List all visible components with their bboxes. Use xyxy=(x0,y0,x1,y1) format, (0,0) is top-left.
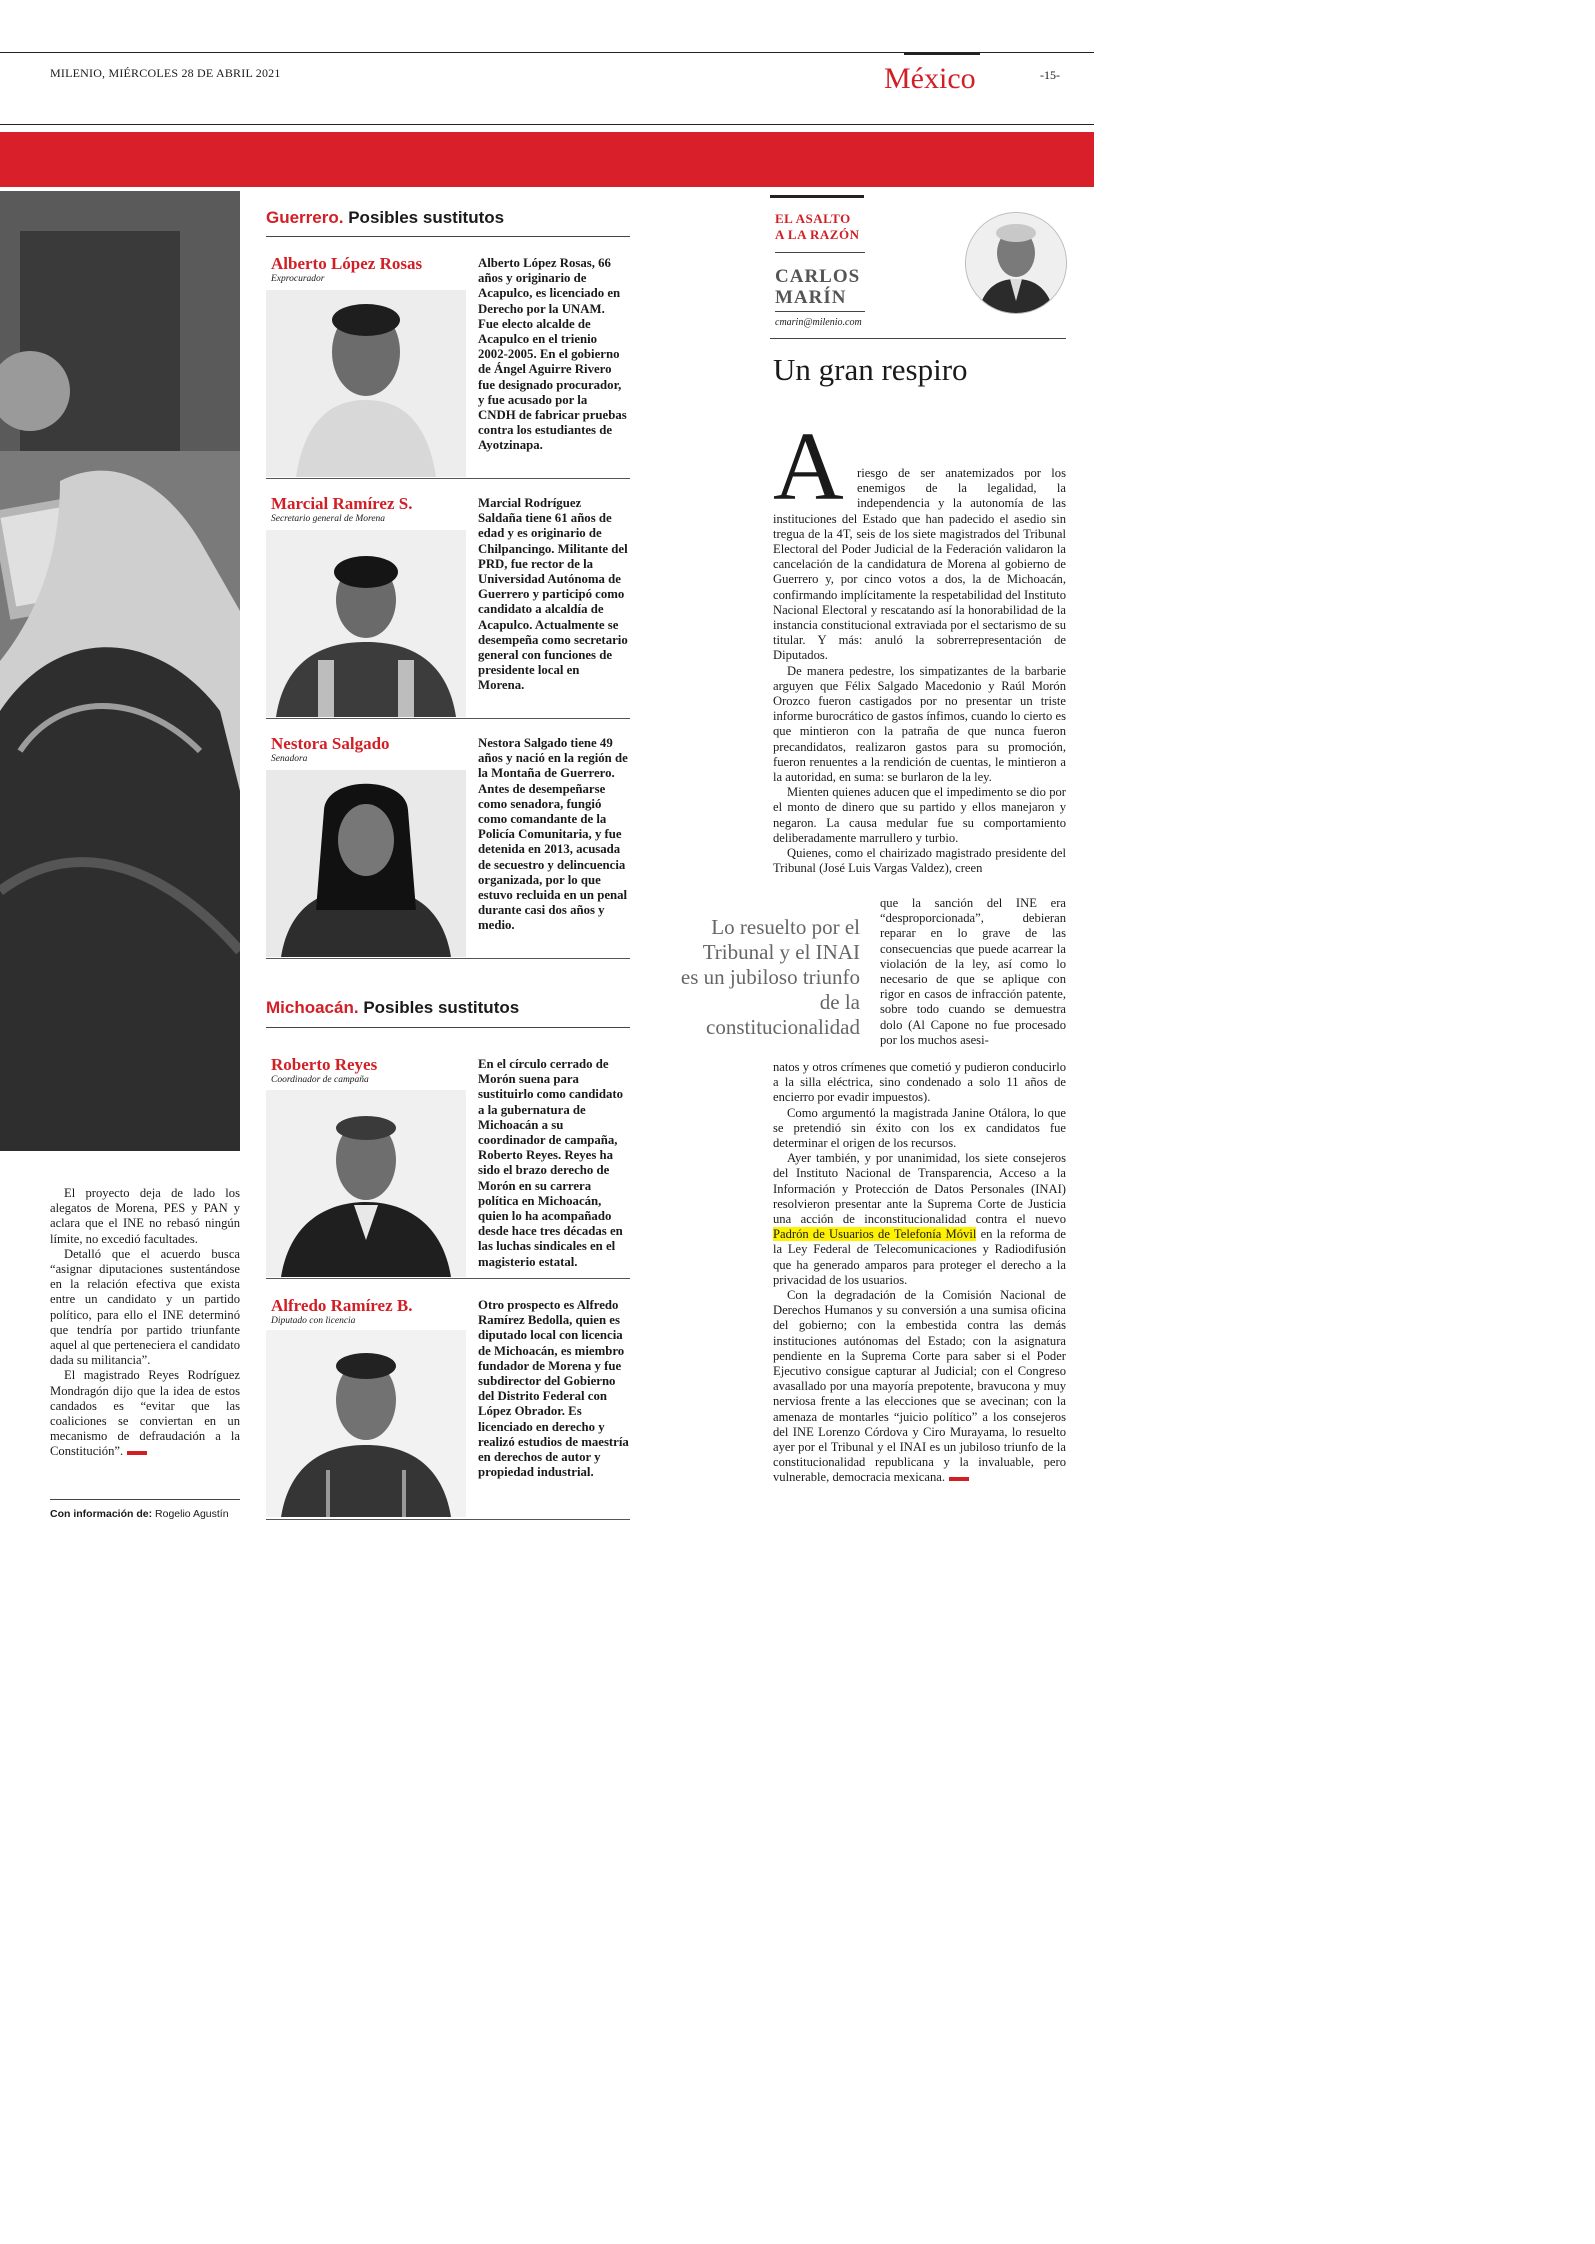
credit-name: Rogelio Agustín xyxy=(155,1508,229,1520)
candidate-name: Alfredo Ramírez B. xyxy=(271,1296,413,1315)
candidate-divider xyxy=(266,1278,630,1279)
column-paragraph-text: Con la degradación de la Comisión Nacional de Derechos Humanos y su conversión a una sumisa oficina del gobierno; con la embestida contra las demás instituciones autónomas del Estado; con la asignatura pendiente en la Suprema Corte para saber si el Poder Ejecutivo consigue capturar al Judicial; con el Congreso avasallado por una mayoría prepotente, bravucona y muy nerviosa frente a las elecciones que se avecinan; con la amenaza de montarles “juicio político” a los consejeros del INE Lorenzo Córdova y Ciro Murayama, lo resuelto ayer por el Tribunal y el INAI es un jubiloso triunfo de la constitucionalidad republicana y la invaluable, pero vulnerable, democracia mexicana. xyxy=(773,1288,1066,1485)
candidate-role: Coordinador de campaña xyxy=(271,1075,369,1085)
end-mark xyxy=(127,1451,147,1455)
candidate-divider xyxy=(266,958,630,959)
column-bottom-block xyxy=(773,1060,1066,1486)
candidate-name: Marcial Ramírez S. xyxy=(271,494,413,513)
header-bottom-rule xyxy=(0,124,1094,125)
candidate-divider xyxy=(266,1519,630,1520)
candidate-bio: Marcial Rodríguez Saldaña tiene 61 años de edad y es originario de Chilpancingo. Militante del PRD, fue rector de la Universidad Autónoma de Guerrero y participó como candidato a alcaldía de Acapulco. Actualmente se desempeña como secretario general con funciones de presidente local en Morena. xyxy=(478,496,628,693)
section-rule xyxy=(904,52,980,55)
article-paragraph: Detalló que el acuerdo busca “asignar diputaciones sustentándose en la relación efectiva que exista entre un candidato y un partido político, para ello el INE determinó que tendría por partido triunfante aquel al que perteneciera el candidato dada su militancia”. xyxy=(50,1246,240,1368)
michoacan-title-rule xyxy=(266,1027,630,1028)
candidate-divider xyxy=(266,718,630,719)
candidate-name: Alberto López Rosas xyxy=(271,254,423,273)
column-paragraph: Mienten quienes aducen que el impedimento se dio por el monto de dinero que su partido y ellos manejaron y negaron. La causa medular fue su comportamiento deliberadamente marrullero y turbio. xyxy=(773,785,1066,845)
guerrero-section-title xyxy=(266,208,504,228)
candidate-bio: Otro prospecto es Alfredo Ramírez Bedolla, quien es diputado local con licencia de Michoacán, es miembro fundador de Morena y fue subdirector del Gobierno del Distrito Federal con López Obrador. Es licenciado en derecho y realizó estudios de maestría en derechos de autor y propiedad industrial. xyxy=(478,1298,629,1480)
red-banner xyxy=(0,132,1094,187)
credit-rule xyxy=(50,1499,240,1500)
kicker-line: A LA RAZÓN xyxy=(775,227,860,242)
candidate-photo xyxy=(266,1090,466,1277)
column-paragraph: natos y otros crímenes que cometió y pudieron conducirlo a la silla eléctrica, sino condenado a solo 11 años de encierro por evadir impuestos). xyxy=(773,1060,1066,1105)
column-paragraph-text: en la reforma de la Ley Federal de Telecomunicaciones y Radiodifusión que ha generado amparos para proteger el derecho a la privacidad de los usuarios. xyxy=(773,1227,1066,1287)
dateline: MILENIO, MIÉRCOLES 28 DE ABRIL 2021 xyxy=(50,66,281,80)
column-paragraph: De manera pedestre, los simpatizantes de la barbarie arguyen que Félix Salgado Macedonio y Raúl Morón Orozco fueron castigados por no presentar un triste informe burocrático de gastos ínfimos, cuando lo cierto es que mintieron con la patraña de que nunca fueron precandidatos, realizaron gastos para su promoción, fueron renuentes a la rendición de cuentas, le mintieron a la autoridad, en suma: se burlaron de la ley. xyxy=(773,663,1066,785)
column-p1-block xyxy=(773,466,1066,876)
crowd-photo xyxy=(0,191,240,1151)
author-email: cmarin@milenio.com xyxy=(775,317,862,328)
author-rule xyxy=(775,311,865,312)
author-avatar xyxy=(965,212,1067,314)
kicker-rule xyxy=(775,252,865,253)
candidate-photo xyxy=(266,290,466,477)
candidate-photo xyxy=(266,770,466,957)
article-paragraph-text: El magistrado Reyes Rodríguez Mondragón dijo que la idea de estos candados es “evitar que las coaliciones se conviertan en un mecanismo de defraudación a la Constitución”. xyxy=(50,1368,240,1459)
candidate-role: Exprocurador xyxy=(271,274,325,284)
article-paragraph: El proyecto deja de lado los alegatos de Morena, PES y PAN y aclara que el INE no rebasó ningún límite, no excedió facultades. xyxy=(50,1186,240,1246)
kicker-line: EL ASALTO xyxy=(775,211,851,226)
credit-label: Con información de: xyxy=(50,1508,153,1520)
article-paragraph xyxy=(50,1368,240,1459)
drop-cap: A xyxy=(773,413,844,521)
guerrero-title-rest: Posibles sustitutos xyxy=(348,208,505,227)
candidate-photo xyxy=(266,1330,466,1517)
column-paragraph-text: Ayer también, y por unanimidad, los siete consejeros del Instituto Nacional de Transparencia, Acceso a la Información y Protección de Datos Personales (INAI) resolvieron presentar ante la Suprema Corte de Justicia una acción de inconstitucionalidad contra el nuevo xyxy=(773,1151,1066,1227)
candidate-bio: Alberto López Rosas, 66 años y originario de Acapulco, es licenciado en Derecho por la UNAM. Fue electo alcalde de Acapulco en el trienio 2002-2005. En el gobierno de Ángel Aguirre Rivero fue designado procurador, y fue acusado por la CNDH de fabricar pruebas contra los estudiantes de Ayotzinapa. xyxy=(478,256,627,453)
article-credit xyxy=(50,1508,229,1520)
michoacan-title-rest: Posibles sustitutos xyxy=(363,998,520,1017)
author-line: CARLOS xyxy=(775,266,861,287)
highlighted-phrase: Padrón de Usuarios de Telefonía Móvil xyxy=(773,1227,977,1242)
section-title: México xyxy=(884,62,976,95)
candidate-bio: En el círculo cerrado de Morón suena para sustituirlo como candidato a la gubernatura de Michoacán a su coordinador de campaña, Roberto Reyes. Reyes ha sido el brazo derecho de Morón en su carrera política en Michoacán, quien lo ha acompañado desde hace tres décadas en las luchas sindicales en el magisterio estatal. xyxy=(478,1057,624,1269)
column-paragraph xyxy=(773,1151,1066,1288)
candidate-name: Nestora Salgado xyxy=(271,734,390,753)
pull-quote: Lo resuelto por el Tribunal y el INAI es un jubiloso triunfo de la constitucionalidad xyxy=(680,915,860,1039)
guerrero-title-rule xyxy=(266,236,630,237)
candidate-role: Secretario general de Morena xyxy=(271,514,386,524)
column-header-rule xyxy=(770,338,1066,339)
michoacan-title-state: Michoacán. xyxy=(266,998,359,1017)
column-paragraph xyxy=(773,1288,1066,1486)
column-narrow-block xyxy=(880,896,1066,1048)
column-paragraph: riesgo de ser anatemizados por los enemigos de la legalidad, la independencia y la autonomía de las instituciones del Estado que han padecido el asedio sin tregua de la 4T, seis de los siete magistrados del Tribunal Electoral del Poder Judicial de la Federación validaron la cancelación de la candidatura de Morena al gobierno de Guerrero y, por cinco votos a dos, la de Michoacán, confirmando implícitamente la respetabilidad del Instituto Nacional Electoral y rescatando así la honorabilidad de la instancia constitucional extraviada por el sectarismo de su titular. Y más: anuló la sobrerrepresentación de Diputados. xyxy=(773,466,1066,663)
column-kicker xyxy=(775,211,859,243)
column-author xyxy=(775,266,860,308)
column-paragraph: que la sanción del INE era “desproporcionada”, debieran reparar en lo grave de las consecuencias que puede acarrear la violación de la ley, así como lo necesario de que se aplique con rigor en casos de infracción patente, sobre todo cuando se demuestra dolo (Al Capone no fue procesado por los muchos asesi- xyxy=(880,896,1066,1047)
candidate-bio: Nestora Salgado tiene 49 años y nació en la región de la Montaña de Guerrero. Antes de desempeñarse como senadora, fungió como comandante de la Policía Comunitaria, y fue detenida en 2013, acusada de secuestro y delincuencia organizada, por lo que estuvo recluida en un penal durante casi dos años y medio. xyxy=(478,736,628,933)
candidate-role: Senadora xyxy=(271,754,308,764)
column-paragraph: Quienes, como el chairizado magistrado presidente del Tribunal (José Luis Vargas Valdez), creen xyxy=(773,846,1066,876)
column-paragraph: Como argumentó la magistrada Janine Otálora, lo que se pretendió sin éxito con los ex candidatos fue determinar el origen de los recursos. xyxy=(773,1105,1066,1151)
end-mark xyxy=(949,1477,969,1481)
author-line: MARÍN xyxy=(775,287,847,308)
candidate-name: Roberto Reyes xyxy=(271,1055,378,1074)
column-top-rule xyxy=(770,195,864,198)
column-headline: Un gran respiro xyxy=(773,352,968,387)
left-article xyxy=(50,1186,240,1460)
dropcap-spacer xyxy=(773,466,857,510)
candidate-role: Diputado con licencia xyxy=(271,1316,356,1326)
michoacan-section-title xyxy=(266,998,519,1018)
page-number: -15- xyxy=(1040,68,1060,82)
guerrero-title-state: Guerrero. xyxy=(266,208,344,227)
candidate-photo xyxy=(266,530,466,717)
candidate-divider xyxy=(266,478,630,479)
